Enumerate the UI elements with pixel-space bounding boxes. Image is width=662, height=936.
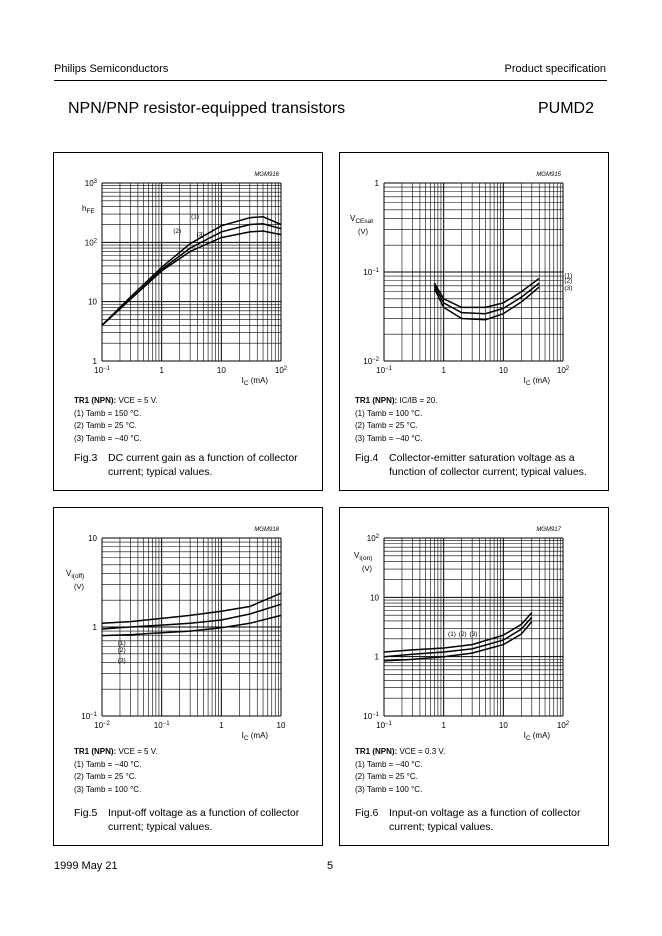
- x-tick-label: $10^2$: [556, 721, 570, 730]
- figure-code: MGM916: [254, 172, 279, 178]
- series-label: (2): [458, 630, 467, 638]
- y-axis-label: $V_{CEsat}$: [350, 214, 374, 225]
- series-label: (2): [564, 277, 573, 285]
- conditions-head: TR1 (NPN):: [355, 747, 398, 756]
- series-label: (2): [117, 646, 126, 654]
- x-tick-label: 1: [441, 721, 446, 730]
- y-axis-label: $V_{i(on)}$: [354, 551, 373, 562]
- figure-4-caption: [355, 451, 600, 483]
- y-tick-label: $10^{-1}$: [363, 712, 379, 721]
- x-tick-label: 1: [159, 366, 164, 375]
- x-tick-label: $10^{-1}$: [376, 366, 392, 375]
- series-label: (3): [117, 657, 126, 665]
- series-label: (1): [448, 630, 456, 638]
- x-tick-label: $10^{-1}$: [376, 721, 392, 730]
- header-rule: [54, 80, 607, 81]
- x-tick-label: $10^{-1}$: [94, 366, 110, 375]
- series-label: (2): [173, 227, 182, 235]
- condition-1: (1) Tamb = −40 °C.: [355, 759, 423, 769]
- conditions-main: IC/IB = 20.: [399, 396, 438, 405]
- condition-3: (3) Tamb = −40 °C.: [355, 433, 423, 443]
- y-tick-label: 1: [374, 652, 379, 662]
- figure-6-panel: [339, 507, 609, 846]
- figure-label: Fig.6: [355, 807, 379, 819]
- series-label: (1): [564, 272, 573, 280]
- y-tick-label: 10: [88, 297, 97, 307]
- series-label: (3): [564, 284, 573, 292]
- series-line: [434, 278, 539, 307]
- y-axis-unit: (V): [74, 582, 84, 591]
- y-tick-label: $10^{-2}$: [363, 357, 379, 366]
- series-label: (3): [469, 630, 478, 638]
- series-line: [102, 224, 281, 325]
- figure-4-panel: [339, 152, 609, 491]
- figure-3-conditions: [74, 395, 158, 445]
- figure-text: DC current gain as a function of collector current; typical values.: [108, 452, 298, 478]
- figure-6-caption: [355, 806, 600, 838]
- x-tick-label: 10: [216, 366, 226, 375]
- figure-6-chart: [340, 508, 610, 743]
- page-title: NPN/PNP resistor-equipped transistors: [68, 100, 346, 117]
- condition-2: (2) Tamb = 25 °C.: [74, 772, 137, 781]
- figure-3-chart: [54, 153, 324, 388]
- y-tick-label: $10^3$: [84, 179, 97, 188]
- x-tick-label: $10^{-1}$: [153, 721, 170, 730]
- x-tick-label: $10^{-2}$: [94, 721, 110, 730]
- figure-5-caption: [74, 806, 314, 838]
- conditions-main: VCE = 5 V.: [118, 747, 158, 756]
- x-tick-label: 10: [498, 366, 508, 375]
- condition-1: (1) Tamb = −40 °C.: [74, 759, 142, 769]
- conditions-main: VCE = 0.3 V.: [399, 747, 446, 756]
- figure-text: Input-on voltage as a function of collector current; typical values.: [389, 807, 581, 833]
- figure-text: Collector-emitter saturation voltage as a function of collector current; typical values.: [389, 452, 587, 478]
- company-name: Philips Semiconductors: [54, 63, 169, 75]
- figure-label: Fig.3: [74, 452, 98, 464]
- condition-3: (3) Tamb = 100 °C.: [74, 784, 142, 794]
- conditions-head: TR1 (NPN):: [355, 396, 398, 405]
- x-tick-label: 1: [219, 721, 224, 730]
- series-label: (1): [117, 639, 126, 647]
- y-axis-label: $h_{FE}$: [82, 204, 95, 215]
- figure-5-conditions: [74, 746, 158, 796]
- figure-label: Fig.4: [355, 452, 379, 464]
- y-tick-label: 10: [88, 534, 97, 543]
- condition-2: (2) Tamb = 25 °C.: [355, 421, 418, 430]
- figure-6-conditions: [355, 746, 445, 796]
- figure-text: Input-off voltage as a function of collector current; typical values.: [108, 807, 300, 833]
- page-number: 5: [327, 860, 334, 872]
- series-line: [102, 604, 281, 629]
- series-line: [434, 283, 539, 314]
- figure-code: MGM918: [254, 527, 279, 533]
- y-tick-label: $10^{-1}$: [363, 268, 379, 277]
- y-tick-label: $10^{-1}$: [81, 712, 97, 721]
- condition-3: (3) Tamb = 100 °C.: [355, 784, 423, 794]
- x-tick-label: 10: [276, 721, 286, 730]
- y-axis-unit: (V): [358, 227, 368, 236]
- conditions-main: VCE = 5 V.: [118, 396, 158, 405]
- series-line: [102, 593, 281, 623]
- y-tick-label: $10^2$: [84, 238, 97, 248]
- series-label: (3): [196, 231, 205, 239]
- x-tick-label: $10^2$: [556, 366, 570, 375]
- part-number: PUMD2: [537, 100, 594, 117]
- figure-5-panel: [53, 507, 323, 846]
- x-axis-label: $I_C$ (mA): [523, 376, 551, 387]
- y-tick-label: 1: [92, 623, 97, 632]
- x-axis-label: $I_C$ (mA): [241, 376, 269, 387]
- y-tick-label: $10^2$: [366, 534, 379, 543]
- y-tick-label: 1: [374, 179, 379, 188]
- x-tick-label: 10: [498, 721, 508, 730]
- x-axis-label: $I_C$ (mA): [523, 731, 551, 742]
- x-tick-label: 1: [441, 366, 446, 375]
- figure-5-chart: [54, 508, 324, 743]
- figure-4-conditions: [355, 395, 437, 445]
- footer-date: 1999 May 21: [54, 860, 118, 872]
- y-axis-unit: (V): [362, 564, 372, 573]
- condition-1: (1) Tamb = 150 °C.: [74, 408, 142, 418]
- condition-2: (2) Tamb = 25 °C.: [355, 772, 418, 781]
- condition-3: (3) Tamb = −40 °C.: [74, 433, 142, 443]
- condition-2: (2) Tamb = 25 °C.: [74, 421, 137, 430]
- y-tick-label: 1: [92, 357, 97, 366]
- document-type: Product specification: [504, 63, 606, 75]
- figure-code: MGM917: [536, 527, 561, 533]
- conditions-head: TR1 (NPN):: [74, 747, 117, 756]
- x-axis-label: $I_C$ (mA): [241, 731, 269, 742]
- conditions-head: TR1 (NPN):: [74, 396, 117, 405]
- y-axis-label: $V_{i(off)}$: [66, 569, 85, 580]
- figure-3-caption: [74, 451, 314, 483]
- figure-3-panel: [53, 152, 323, 491]
- figure-code: MGM915: [536, 172, 561, 178]
- x-tick-label: $10^2$: [274, 366, 288, 375]
- figure-4-chart: [340, 153, 610, 388]
- condition-1: (1) Tamb = 100 °C.: [355, 408, 423, 418]
- series-label: (1): [191, 213, 200, 221]
- series-line: [102, 615, 281, 635]
- series-line: [102, 217, 281, 326]
- y-tick-label: 10: [370, 593, 379, 603]
- figure-label: Fig.5: [74, 807, 98, 819]
